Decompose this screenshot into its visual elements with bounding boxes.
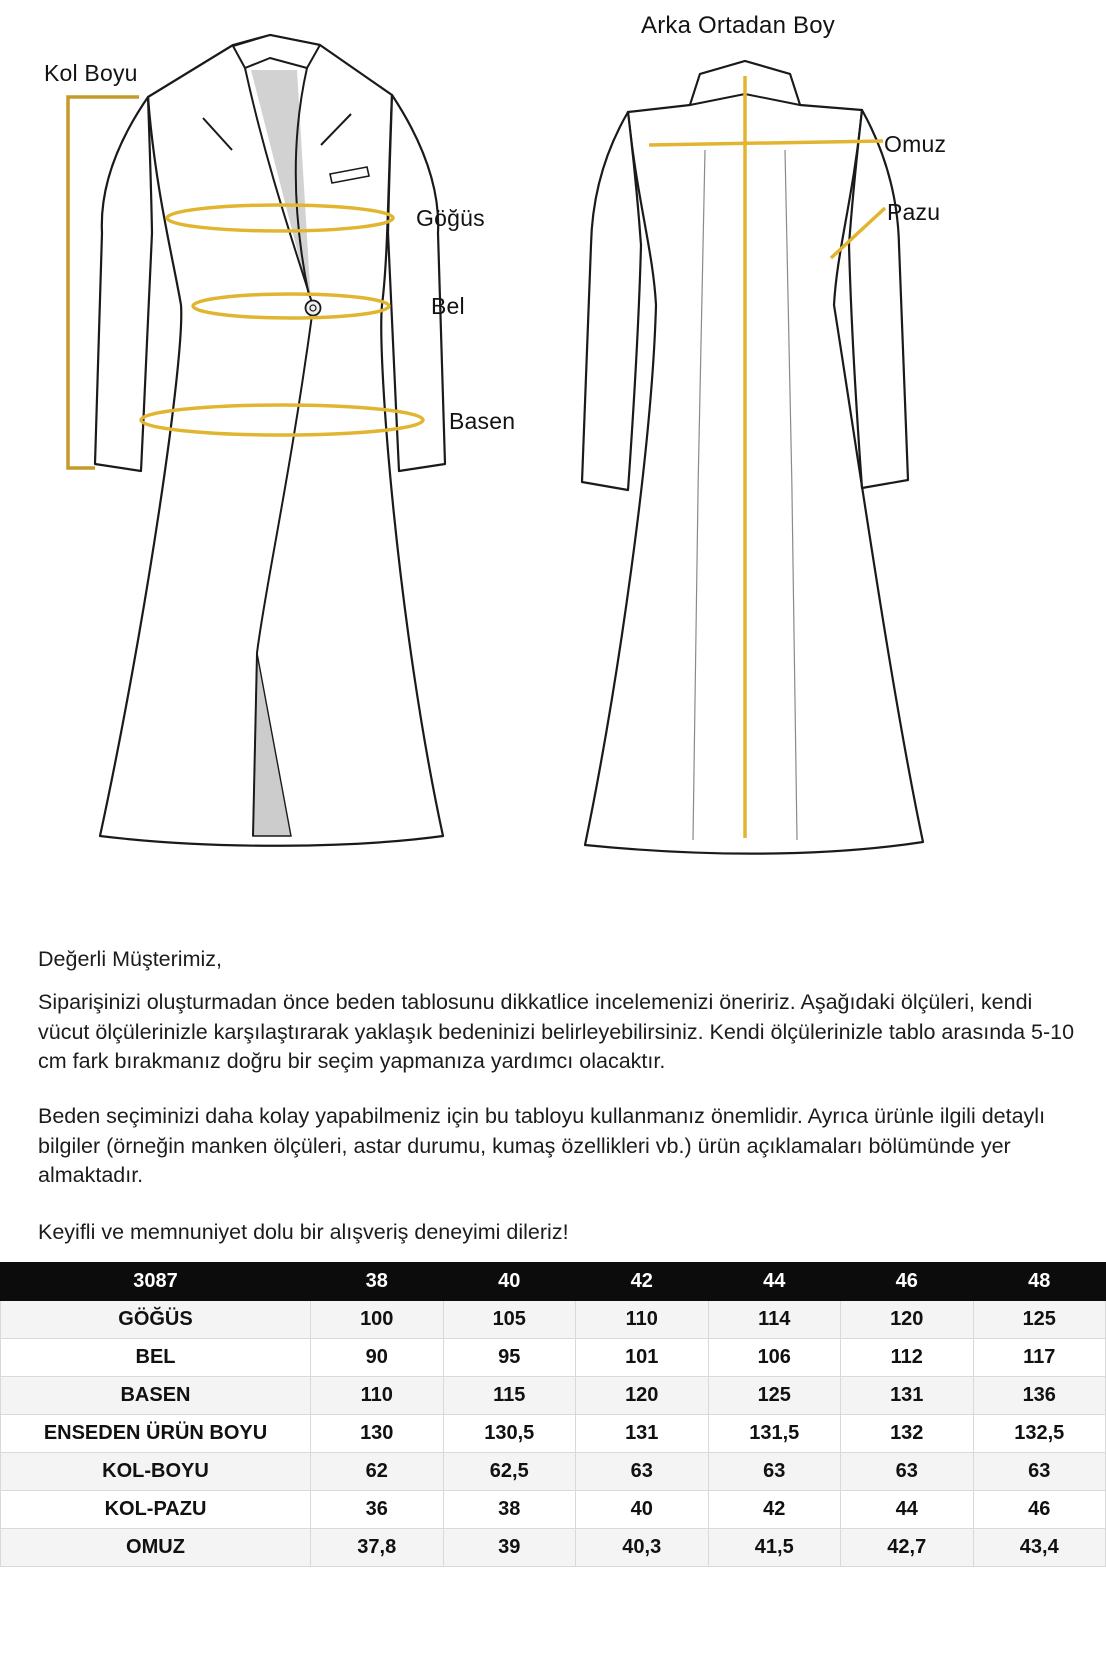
size-cell: 110: [311, 1377, 444, 1415]
size-cell: 110: [576, 1301, 709, 1339]
size-header-cell: 46: [841, 1263, 974, 1301]
size-cell: 120: [841, 1301, 974, 1339]
size-cell: 132,5: [973, 1415, 1106, 1453]
size-cell: 131,5: [708, 1415, 841, 1453]
product-code-cell: 3087: [1, 1263, 311, 1301]
closing-text: Keyifli ve memnuniyet dolu bir alışveriş deneyimi dileriz!: [38, 1220, 569, 1244]
size-table: [0, 1262, 1106, 1567]
size-cell: 44: [841, 1491, 974, 1529]
size-cell: 63: [576, 1453, 709, 1491]
measure-label-cell: BASEN: [1, 1377, 311, 1415]
size-cell: 41,5: [708, 1529, 841, 1567]
size-cell: 131: [841, 1377, 974, 1415]
size-cell: 115: [443, 1377, 576, 1415]
measure-label-cell: KOL-BOYU: [1, 1453, 311, 1491]
size-cell: 130: [311, 1415, 444, 1453]
label-back-center-length: Arka Ortadan Boy: [641, 12, 835, 39]
coat-front-drawing: [55, 28, 485, 890]
table-row: [1, 1301, 1106, 1339]
label-shoulder: Omuz: [884, 131, 947, 157]
size-cell: 63: [973, 1453, 1106, 1491]
size-cell: 112: [841, 1339, 974, 1377]
label-hip: Basen: [449, 408, 516, 434]
size-cell: 46: [973, 1491, 1106, 1529]
size-cell: 36: [311, 1491, 444, 1529]
size-header-cell: 44: [708, 1263, 841, 1301]
size-cell: 106: [708, 1339, 841, 1377]
size-cell: 125: [708, 1377, 841, 1415]
size-cell: 105: [443, 1301, 576, 1339]
table-row: [1, 1339, 1106, 1377]
table-row: [1, 1491, 1106, 1529]
size-cell: 40,3: [576, 1529, 709, 1567]
size-cell: 114: [708, 1301, 841, 1339]
size-table-header-row: [1, 1263, 1106, 1301]
measure-label-cell: GÖĞÜS: [1, 1301, 311, 1339]
size-cell: 132: [841, 1415, 974, 1453]
measure-label-cell: OMUZ: [1, 1529, 311, 1567]
size-cell: 40: [576, 1491, 709, 1529]
size-header-cell: 40: [443, 1263, 576, 1301]
size-cell: 62: [311, 1453, 444, 1491]
front-sleeve-left: [95, 97, 152, 471]
label-bicep: Pazu: [887, 199, 941, 225]
table-row: [1, 1377, 1106, 1415]
table-row: [1, 1453, 1106, 1491]
size-cell: 101: [576, 1339, 709, 1377]
table-row: [1, 1529, 1106, 1567]
size-cell: 62,5: [443, 1453, 576, 1491]
front-button: [306, 301, 321, 316]
size-cell: 100: [311, 1301, 444, 1339]
back-sleeve-right: [849, 110, 908, 488]
coat-back-drawing: [555, 50, 975, 862]
size-cell: 95: [443, 1339, 576, 1377]
measure-label-cell: KOL-PAZU: [1, 1491, 311, 1529]
size-cell: 43,4: [973, 1529, 1106, 1567]
size-cell: 37,8: [311, 1529, 444, 1567]
size-cell: 130,5: [443, 1415, 576, 1453]
measure-label-cell: ENSEDEN ÜRÜN BOYU: [1, 1415, 311, 1453]
size-cell: 42: [708, 1491, 841, 1529]
label-chest: Göğüs: [416, 205, 485, 231]
size-cell: 39: [443, 1529, 576, 1567]
label-waist: Bel: [431, 293, 465, 319]
size-cell: 63: [708, 1453, 841, 1491]
info-paragraph-1: Siparişinizi oluşturmadan önce beden tablosunu dikkatlice incelemenizi öneririz. Aşağıdaki ölçüleri, kendi vücut ölçülerinizle karşılaştırarak yaklaşık bedeninizi belirleyebilirsiniz. Kendi ölçülerinizle tablo arasında 5-10 cm fark bırakmanız doğru bir seçim yapmanıza yardımcı olacaktır.: [38, 990, 1075, 1073]
size-cell: 42,7: [841, 1529, 974, 1567]
info-paragraph-2: Beden seçiminizi daha kolay yapabilmeniz için bu tabloyu kullanmanız önemlidir. Ayrıca ürünle ilgili detaylı bilgiler (örneğin manken ölçüleri, astar durumu, kumaş özellikleri vb.) ürün açıklamaları bölümünde yer almaktadır.: [38, 1104, 1046, 1187]
size-cell: 90: [311, 1339, 444, 1377]
back-sleeve-left: [582, 112, 641, 490]
size-cell: 125: [973, 1301, 1106, 1339]
size-cell: 63: [841, 1453, 974, 1491]
size-header-cell: 48: [973, 1263, 1106, 1301]
size-header-cell: 42: [576, 1263, 709, 1301]
measure-label-cell: BEL: [1, 1339, 311, 1377]
size-cell: 136: [973, 1377, 1106, 1415]
size-cell: 120: [576, 1377, 709, 1415]
size-cell: 131: [576, 1415, 709, 1453]
greeting-text: Değerli Müşterimiz,: [38, 947, 222, 971]
size-cell: 38: [443, 1491, 576, 1529]
label-sleeve-length: Kol Boyu: [44, 60, 138, 86]
table-row: [1, 1415, 1106, 1453]
size-cell: 117: [973, 1339, 1106, 1377]
size-header-cell: 38: [311, 1263, 444, 1301]
